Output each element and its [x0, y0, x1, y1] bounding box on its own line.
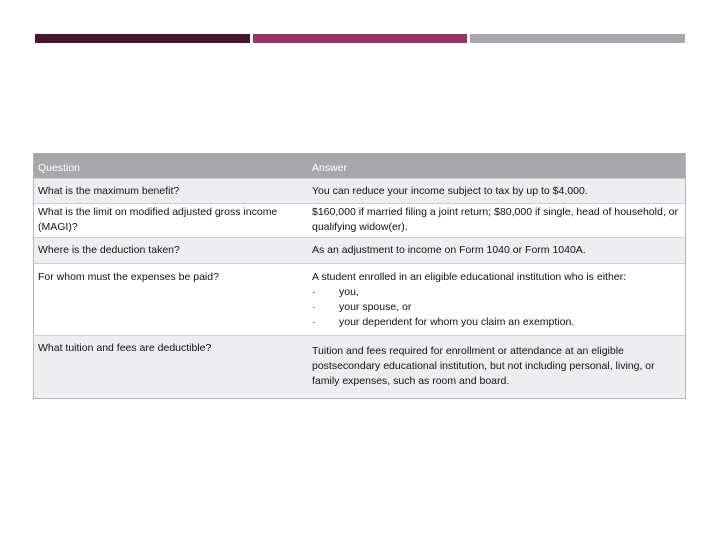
row-question: What is the limit on modified adjusted gross income (MAGI)? [38, 206, 278, 233]
accent-bar-magenta [253, 34, 467, 43]
row-answer: You can reduce your income subject to tax by up to $4,000. [312, 184, 588, 197]
list-item: · you, [312, 286, 359, 298]
qa-table [33, 153, 686, 399]
row-answer: $160,000 if married filing a joint return; $80,000 if single, head of household, or qualifying widow(er). [312, 206, 678, 233]
bullet-marker: · [312, 301, 316, 313]
row-answer: Tuition and fees required for enrollment or attendance at an eligible postsecondary educational institution, but not including personal, living, or family expenses, such as room and board. [312, 345, 655, 387]
list-item: · your dependent for whom you claim an exemption. [312, 316, 575, 328]
header-answer: Answer [312, 161, 348, 174]
table-row [34, 263, 685, 335]
row-question: For whom must the expenses be paid? [38, 271, 219, 283]
bullet-marker: · [312, 286, 316, 298]
answer-bullet-list [312, 285, 681, 330]
table-row [34, 203, 685, 237]
row-answer: As an adjustment to income on Form 1040 or Form 1040A. [312, 244, 586, 256]
accent-bar-gray [470, 34, 685, 43]
row-question: What is the maximum benefit? [38, 184, 180, 197]
row-answer-group [310, 270, 685, 335]
bullet-marker: · [312, 316, 316, 328]
row-answer: A student enrolled in an eligible educational institution who is either: [312, 271, 627, 283]
row-question: Where is the deduction taken? [38, 244, 180, 256]
table-row [34, 335, 685, 398]
table-row [34, 237, 685, 263]
table-row [34, 178, 685, 203]
list-item: · your spouse, or [312, 301, 412, 313]
row-question: What tuition and fees are deductible? [38, 342, 212, 354]
table-header-row [34, 153, 685, 178]
accent-bar-dark [35, 34, 250, 43]
header-question: Question [38, 161, 81, 174]
